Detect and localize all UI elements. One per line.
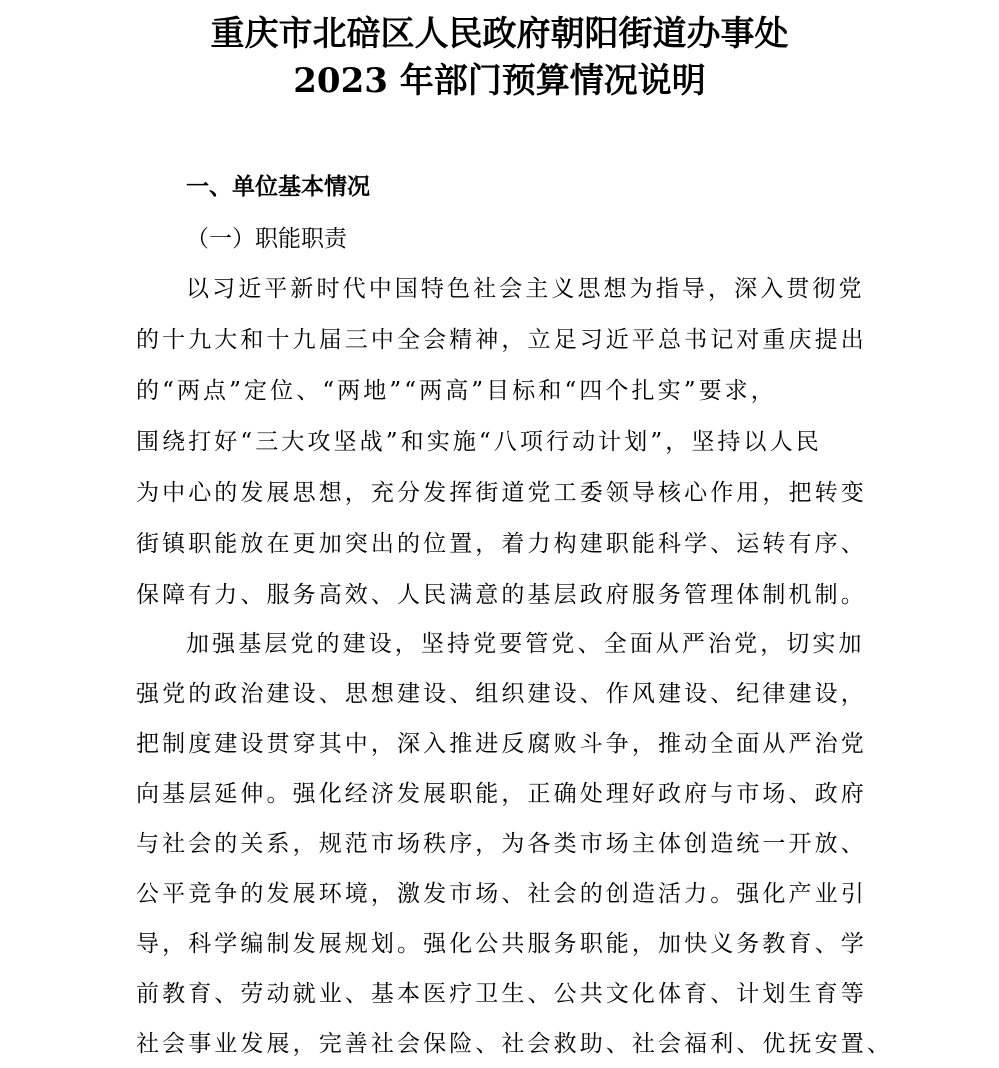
paragraph-line: 前教育、劳动就业、基本医疗卫生、公共文化体育、计划生育等 xyxy=(136,981,867,1007)
paragraph-line: 把制度建设贯穿其中，深入推进反腐败斗争，推动全面从严治党 xyxy=(136,731,867,757)
paragraph-line: 以习近平新时代中国特色社会主义思想为指导，深入贯彻党 xyxy=(186,276,865,302)
paragraph-line: 为中心的发展思想，充分发挥街道党工委领导核心作用，把转变 xyxy=(136,480,867,506)
paragraph-line: 社会事业发展，完善社会保险、社会救助、社会福利、优抚安置、 xyxy=(136,1031,893,1057)
paragraph-line: 的“两点”定位、“两地”“两高”目标和“四个扎实”要求， xyxy=(136,378,777,404)
paragraph-line: 加强基层党的建设，坚持党要管党、全面从严治党，切实加 xyxy=(186,631,865,657)
paragraph-line: 围绕打好“三大攻坚战”和实施“八项行动计划”，坚持以人民 xyxy=(136,429,822,455)
paragraph-line: 公平竞争的发展环境，激发市场、社会的创造活力。强化产业引 xyxy=(136,881,867,907)
paragraph-line: 的十九大和十九届三中全会精神，立足习近平总书记对重庆提出 xyxy=(136,327,867,353)
subsection-heading-duties: （一）职能职责 xyxy=(186,226,347,252)
document-title-line-2: 2023 年部门预算情况说明 xyxy=(293,61,706,101)
paragraph-line: 街镇职能放在更加突出的位置，着力构建职能科学、运转有序、 xyxy=(136,531,867,557)
document-title-line-1: 重庆市北碚区人民政府朝阳街道办事处 xyxy=(210,14,789,54)
paragraph-line: 向基层延伸。强化经济发展职能，正确处理好政府与市场、政府 xyxy=(136,781,867,807)
paragraph-line: 强党的政治建设、思想建设、组织建设、作风建设、纪律建设， xyxy=(136,681,867,707)
paragraph-line: 与社会的关系，规范市场秩序，为各类市场主体创造统一开放、 xyxy=(136,831,867,857)
paragraph-line: 保障有力、服务高效、人民满意的基层政府服务管理体制机制。 xyxy=(136,582,867,608)
section-heading-basic-info: 一、单位基本情况 xyxy=(186,174,370,200)
paragraph-line: 导，科学编制发展规划。强化公共服务职能，加快义务教育、学 xyxy=(136,931,867,957)
